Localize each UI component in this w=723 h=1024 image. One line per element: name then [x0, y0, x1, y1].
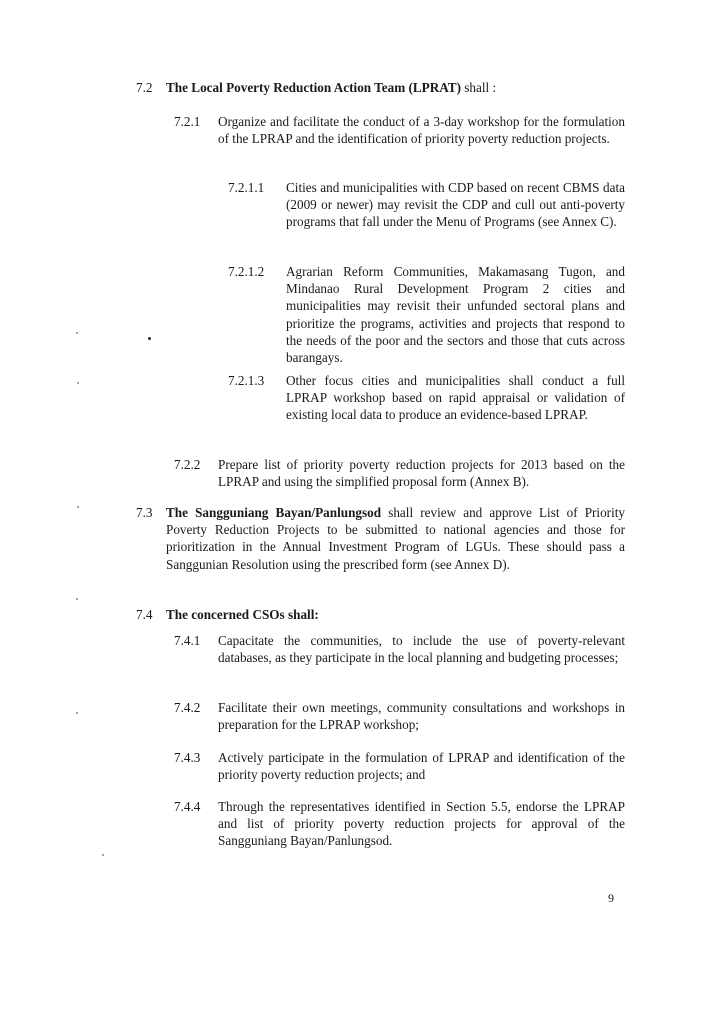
item-text: Actively participate in the formulation of LPRAP and identification of the priority poverty reduction projects; and [218, 750, 625, 783]
item-text: Prepare list of priority poverty reduction projects for 2013 based on the LPRAP and using the simplified proposal form (Annex B). [218, 457, 625, 490]
item-number: 7.2.2 [174, 457, 201, 472]
scan-speck [77, 382, 79, 384]
section-number: 7.3 [136, 505, 153, 520]
scan-speck [76, 332, 78, 334]
item-text: Cities and municipalities with CDP based on recent CBMS data (2009 or newer) may revisit the CDP and cull out anti-poverty programs that fall under the Menu of Programs (see Annex C). [286, 180, 625, 230]
section-heading-text [166, 79, 606, 96]
item-number: 7.4.1 [174, 633, 201, 648]
item-text: Capacitate the communities, to include the use of poverty-relevant databases, as they participate in the local planning and budgeting processes; [218, 633, 625, 666]
scan-speck [77, 506, 79, 508]
page-number: 9 [608, 891, 614, 905]
item-number: 7.2.1.3 [228, 373, 265, 388]
item-text: Through the representatives identified in Section 5.5, endorse the LPRAP and list of priority poverty reduction projects for approval of the Sangguniang Bayan/Panlungsod. [218, 799, 625, 849]
scan-speck [76, 712, 78, 714]
section-heading-bold: The Local Poverty Reduction Action Team (LPRAT) [166, 80, 461, 95]
scan-speck [102, 854, 104, 856]
scan-speck [76, 598, 78, 600]
item-text: Organize and facilitate the conduct of a 3-day workshop for the formulation of the LPRAP and the identification of priority poverty reduction projects. [218, 114, 625, 147]
item-number: 7.2.1.1 [228, 180, 265, 195]
section-heading-text: The concerned CSOs shall: [166, 607, 319, 622]
scan-speck [148, 337, 151, 340]
item-number: 7.2.1.2 [228, 264, 265, 279]
section-text [166, 504, 625, 573]
item-text: Facilitate their own meetings, community consultations and workshops in preparation for the LPRAP workshop; [218, 700, 625, 733]
item-number: 7.2.1 [174, 114, 201, 129]
item-number: 7.4.4 [174, 799, 201, 814]
section-body: shall review and approve List of Priority Poverty Reduction Projects to be submitted to national agencies and those for prioritization in the Annual Investment Program of LGUs. These should pass a Sanggunian Resolution using the prescribed form (see Annex D). [166, 505, 625, 572]
item-number: 7.4.3 [174, 750, 201, 765]
section-number: 7.2 [136, 80, 153, 95]
item-text: Agrarian Reform Communities, Makamasang Tugon, and Mindanao Rural Development Program 2 cities and municipalities may revisit their unfunded sectoral plans and prioritize the programs, activities and projects that respond to the needs of the poor and the sectors and those that cuts across barangays. [286, 264, 625, 366]
section-heading-rest: shall : [464, 80, 497, 95]
section-number: 7.4 [136, 607, 153, 622]
item-text: Other focus cities and municipalities shall conduct a full LPRAP workshop based on rapid appraisal or validation of existing local data to produce an evidence-based LPRAP. [286, 373, 625, 423]
item-number: 7.4.2 [174, 700, 201, 715]
section-heading-bold: The Sangguniang Bayan/Panlungsod [166, 505, 382, 520]
